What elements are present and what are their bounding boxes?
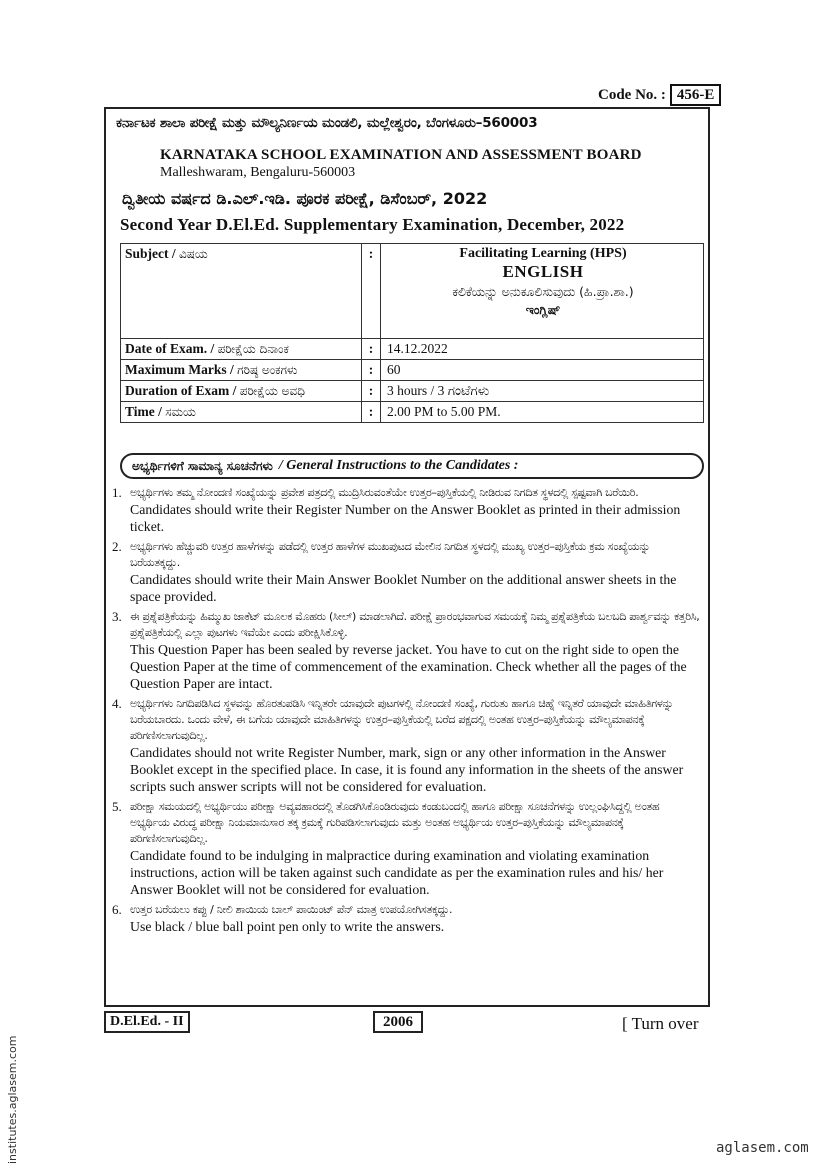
instructions-heading-english: / General Instructions to the Candidates : [278, 458, 519, 473]
marks-label: Maximum Marks / ಗರಿಷ್ಠ ಅಂಕಗಳು [121, 360, 362, 381]
instruction-item: 2. ಅಭ್ಯರ್ಥಿಗಳು ಹೆಚ್ಚುವರಿ ಉತ್ತರ ಹಾಳೆಗಳನ್ನು ಪಡೆದಲ್ಲಿ ಉತ್ತರ ಹಾಳೆಗಳ ಮುಖಪುಟದ ಮೇಲಿನ ನಿಗದಿತ ಸ್ಥಳದಲ್ಲಿ ಮುಖ್ಯ ಉತ್ತರ–ಪುಸ್ತಿಕೆಯ ಕ್ರಮ ಸಂಖ್ಯೆಯನ್ನು ಬರೆಯತಕ್ಕದ್ದು. Candidates should write their Main Answer Booklet Number on the additional answer sheets in the space provided. [112, 539, 702, 605]
subject-line-3: ಕಲಿಕೆಯನ್ನು ಅನುಕೂಲಿಸುವುದು (ಹಿ.ಪ್ರಾ.ಶಾ.) [452, 284, 634, 299]
side-watermark: institutes.aglasem.com [6, 1035, 19, 1164]
turn-over-note: [ Turn over [622, 1014, 699, 1033]
exam-title-english: Second Year D.El.Ed. Supplementary Examination, December, 2022 [120, 215, 625, 234]
duration-label: Duration of Exam / ಪರೀಕ್ಷೆಯ ಅವಧಿ [121, 381, 362, 402]
time-row: Time / ಸಮಯ : 2.00 PM to 5.00 PM. [121, 402, 704, 423]
subject-label: Subject / ವಿಷಯ [121, 244, 362, 339]
time-label: Time / ಸಮಯ [121, 402, 362, 423]
instruction-kannada: ಪರೀಕ್ಷಾ ಸಮಯದಲ್ಲಿ ಅಭ್ಯರ್ಥಿಯು ಪರೀಕ್ಷಾ ಅವ್ಯವಹಾರದಲ್ಲಿ ತೊಡಗಿಸಿಕೊಂಡಿರುವುದು ಕಂಡುಬಂದಲ್ಲಿ ಹಾಗೂ ಪರೀಕ್ಷಾ ಸೂಚನೆಗಳನ್ನು ಉಲ್ಲಂಘಿಸಿದ್ದಲ್ಲಿ ಅಂತಹ ಅಭ್ಯರ್ಥಿಯ ವಿರುದ್ಧ ಪರೀಕ್ಷಾ ನಿಯಮಾನುಸಾರ ತಕ್ಕ ಕ್ರಮಕ್ಕೆ ಗುರಿಪಡಿಸಲಾಗುವುದು ಮತ್ತು ಅಂತಹ ಅಭ್ಯರ್ಥಿಯ ಉತ್ತರ–ಪುಸ್ತಿಕೆಯನ್ನು ಮೌಲ್ಯಮಾಪನಕ್ಕೆ ಪರಿಗಣಿಸಲಾಗುವುದಿಲ್ಲ. [130, 800, 660, 845]
instruction-english: Candidate found to be indulging in malpractice during examination and violating examination instructions, action will be taken against such candidate as per the examination rules and his/ her Answer Booklet will not be considered for evaluation. [130, 848, 664, 897]
board-address: Malleshwaram, Bengaluru-560003 [160, 165, 356, 180]
instruction-item: 4. ಅಭ್ಯರ್ಥಿಗಳು ನಿಗದಿಪಡಿಸಿದ ಸ್ಥಳವನ್ನು ಹೊರತುಪಡಿಸಿ ಇನ್ನಿತರೇ ಯಾವುದೇ ಪುಟಗಳಲ್ಲಿ ನೋಂದಣಿ ಸಂಖ್ಯೆ, ಗುರುತು ಹಾಗೂ ಚಿಹ್ನೆ ಇನ್ನಿತರೆ ಯಾವುದೇ ಮಾಹಿತಿಗಳನ್ನು ಬರೆಯಬಾರದು. ಒಂದು ವೇಳೆ, ಈ ಬಗೆಯ ಯಾವುದೇ ಮಾಹಿತಿಗಳನ್ನು ಉತ್ತರ–ಪುಸ್ತಿಕೆಯಲ್ಲಿ ಬರೆದ ಪಕ್ಷದಲ್ಲಿ ಅಂತಹ ಉತ್ತರ–ಪುಸ್ತಿಕೆಯನ್ನು ಮೌಲ್ಯಮಾಪನಕ್ಕೆ ಪರಿಗಣಿಸಲಾಗುವುದಿಲ್ಲ. Candidates should not write Register Number, mark, sign or any other information in the Answer Booklet except in the specified place. In case, it is found any information in the sheets of the answer scripts such answer scripts will not be considered for evaluation. [112, 696, 702, 795]
bottom-watermark: aglasem.com [716, 1140, 809, 1156]
subject-line-4: ಇಂಗ್ಲಿಷ್ [525, 302, 561, 317]
date-value: 14.12.2022 [381, 339, 704, 360]
instruction-item: 5. ಪರೀಕ್ಷಾ ಸಮಯದಲ್ಲಿ ಅಭ್ಯರ್ಥಿಯು ಪರೀಕ್ಷಾ ಅವ್ಯವಹಾರದಲ್ಲಿ ತೊಡಗಿಸಿಕೊಂಡಿರುವುದು ಕಂಡುಬಂದಲ್ಲಿ ಹಾಗೂ ಪರೀಕ್ಷಾ ಸೂಚನೆಗಳನ್ನು ಉಲ್ಲಂಘಿಸಿದ್ದಲ್ಲಿ ಅಂತಹ ಅಭ್ಯರ್ಥಿಯ ವಿರುದ್ಧ ಪರೀಕ್ಷಾ ನಿಯಮಾನುಸಾರ ತಕ್ಕ ಕ್ರಮಕ್ಕೆ ಗುರಿಪಡಿಸಲಾಗುವುದು ಮತ್ತು ಅಂತಹ ಅಭ್ಯರ್ಥಿಯ ಉತ್ತರ–ಪುಸ್ತಿಕೆಯನ್ನು ಮೌಲ್ಯಮಾಪನಕ್ಕೆ ಪರಿಗಣಿಸಲಾಗುವುದಿಲ್ಲ. Candidate found to be indulging in malpractice during examination and violating examination instructions, action will be taken against such candidate as per the examination rules and his/ her Answer Booklet will not be considered for evaluation. [112, 799, 702, 898]
marks-row: Maximum Marks / ಗರಿಷ್ಠ ಅಂಕಗಳು : 60 [121, 360, 704, 381]
instruction-kannada: ಅಭ್ಯರ್ಥಿಗಳು ಹೆಚ್ಚುವರಿ ಉತ್ತರ ಹಾಳೆಗಳನ್ನು ಪಡೆದಲ್ಲಿ ಉತ್ತರ ಹಾಳೆಗಳ ಮುಖಪುಟದ ಮೇಲಿನ ನಿಗದಿತ ಸ್ಥಳದಲ್ಲಿ ಮುಖ್ಯ ಉತ್ತರ–ಪುಸ್ತಿಕೆಯ ಕ್ರಮ ಸಂಖ್ಯೆಯನ್ನು ಬರೆಯತಕ್ಕದ್ದು. [130, 540, 651, 569]
time-value: 2.00 PM to 5.00 PM. [381, 402, 704, 423]
subject-value [381, 244, 704, 339]
instructions-heading-kannada: ಅಭ್ಯರ್ಥಿಗಳಿಗೆ ಸಾಮಾನ್ಯ ಸೂಚನೆಗಳು [132, 458, 273, 473]
date-label: Date of Exam. / ಪರೀಕ್ಷೆಯ ದಿನಾಂಕ [121, 339, 362, 360]
duration-row: Duration of Exam / ಪರೀಕ್ಷೆಯ ಅವಧಿ : 3 hours / 3 ಗಂಟೆಗಳು [121, 381, 704, 402]
page-code: 2006 [373, 1011, 423, 1033]
instruction-english: Use black / blue ball point pen only to write the answers. [130, 919, 445, 934]
subject-row: Subject / ವಿಷಯ : Facilitating Learning (HPS) ENGLISH ಕಲಿಕೆಯನ್ನು ಅನುಕೂಲಿಸುವುದು (ಹಿ.ಪ್ರಾ.ಶಾ.) ಇಂಗ್ಲಿಷ್ [121, 244, 704, 339]
instruction-english: This Question Paper has been sealed by reverse jacket. You have to cut on the right side to open the Question Paper at the time of commencement of the examination. Check whether all the pages of the Question Paper are intact. [130, 642, 687, 691]
question-paper-cover [104, 107, 710, 1007]
exam-info-table [120, 243, 704, 423]
instruction-item: 3. ಈ ಪ್ರಶ್ನೆಪತ್ರಿಕೆಯನ್ನು ಹಿಮ್ಮುಖ ಜಾಕೆಟ್ ಮೂಲಕ ಮೊಹರು (ಸೀಲ್) ಮಾಡಲಾಗಿದೆ. ಪರೀಕ್ಷೆ ಪ್ರಾರಂಭವಾಗುವ ಸಮಯಕ್ಕೆ ನಿಮ್ಮ ಪ್ರಶ್ನೆಪತ್ರಿಕೆಯ ಬಲಬದಿ ಪಾರ್ಶ್ವವನ್ನು ಕತ್ತರಿಸಿ, ಪ್ರಶ್ನೆಪತ್ರಿಕೆಯಲ್ಲಿ ಎಲ್ಲಾ ಪುಟಗಳು ಇವೆಯೇ ಎಂದು ಪರೀಕ್ಷಿಸಿಕೊಳ್ಳಿ. This Question Paper has been sealed by reverse jacket. You have to cut on the right side to open the Question Paper at the time of commencement of the examination. Check whether all the pages of the Question Paper are intact. [112, 609, 702, 692]
instruction-item: 1. ಅಭ್ಯರ್ಥಿಗಳು ತಮ್ಮ ನೋಂದಣಿ ಸಂಖ್ಯೆಯನ್ನು ಪ್ರವೇಶ ಪತ್ರದಲ್ಲಿ ಮುದ್ರಿಸಿರುವಂತೆಯೇ ಉತ್ತರ–ಪುಸ್ತಿಕೆಯಲ್ಲಿ ನೀಡಿರುವ ನಿಗದಿತ ಸ್ಥಳದಲ್ಲಿ ಸ್ಪಷ್ಟವಾಗಿ ಬರೆಯಿರಿ. Candidates should write their Register Number on the Answer Booklet as printed in their admission ticket. [112, 485, 702, 535]
exam-title-kannada: ದ್ವಿತೀಯ ವರ್ಷದ ಡಿ.ಎಲ್.ಇಡಿ. ಪೂರಕ ಪರೀಕ್ಷೆ, ಡಿಸೆಂಬರ್, 2022 [122, 189, 488, 208]
code-number [598, 84, 721, 106]
board-name-english: KARNATAKA SCHOOL EXAMINATION AND ASSESSMENT BOARD [160, 147, 642, 163]
instruction-kannada: ಅಭ್ಯರ್ಥಿಗಳು ತಮ್ಮ ನೋಂದಣಿ ಸಂಖ್ಯೆಯನ್ನು ಪ್ರವೇಶ ಪತ್ರದಲ್ಲಿ ಮುದ್ರಿಸಿರುವಂತೆಯೇ ಉತ್ತರ–ಪುಸ್ತಿಕೆಯಲ್ಲಿ ನೀಡಿರುವ ನಿಗದಿತ ಸ್ಥಳದಲ್ಲಿ ಸ್ಪಷ್ಟವಾಗಿ ಬರೆಯಿರಿ. [130, 486, 639, 499]
instructions-list [112, 485, 702, 939]
instructions-heading [120, 453, 704, 479]
instruction-kannada: ಈ ಪ್ರಶ್ನೆಪತ್ರಿಕೆಯನ್ನು ಹಿಮ್ಮುಖ ಜಾಕೆಟ್ ಮೂಲಕ ಮೊಹರು (ಸೀಲ್) ಮಾಡಲಾಗಿದೆ. ಪರೀಕ್ಷೆ ಪ್ರಾರಂಭವಾಗುವ ಸಮಯಕ್ಕೆ ನಿಮ್ಮ ಪ್ರಶ್ನೆಪತ್ರಿಕೆಯ ಬಲಬದಿ ಪಾರ್ಶ್ವವನ್ನು ಕತ್ತರಿಸಿ, ಪ್ರಶ್ನೆಪತ್ರಿಕೆಯಲ್ಲಿ ಎಲ್ಲಾ ಪುಟಗಳು ಇವೆಯೇ ಎಂದು ಪರೀಕ್ಷಿಸಿಕೊಳ್ಳಿ. [130, 610, 700, 639]
date-row: Date of Exam. / ಪರೀಕ್ಷೆಯ ದಿನಾಂಕ : 14.12.2022 [121, 339, 704, 360]
duration-value: 3 hours / 3 ಗಂಟೆಗಳು [381, 381, 704, 402]
code-number-value: 456-E [670, 84, 722, 106]
code-number-label: Code No. : [598, 86, 666, 103]
instruction-kannada: ಉತ್ತರ ಬರೆಯಲು ಕಪ್ಪು / ನೀಲಿ ಶಾಯಿಯ ಬಾಲ್ ಪಾಯಿಂಟ್ ಪೆನ್ ಮಾತ್ರ ಉಪಯೋಗಿಸತಕ್ಕದ್ದು. [130, 903, 453, 916]
subject-line-2: ENGLISH [502, 262, 584, 281]
subject-line-1: Facilitating Learning (HPS) [459, 246, 627, 261]
instruction-english: Candidates should write their Register Number on the Answer Booklet as printed in their admission ticket. [130, 502, 681, 534]
course-code: D.El.Ed. - II [104, 1011, 190, 1033]
instruction-item: 6. ಉತ್ತರ ಬರೆಯಲು ಕಪ್ಪು / ನೀಲಿ ಶಾಯಿಯ ಬಾಲ್ ಪಾಯಿಂಟ್ ಪೆನ್ ಮಾತ್ರ ಉಪಯೋಗಿಸತಕ್ಕದ್ದು. Use black / blue ball point pen only to write the answers. [112, 902, 702, 935]
instruction-english: Candidates should not write Register Number, mark, sign or any other information in the Answer Booklet except in the specified place. In case, it is found any information in the sheets of the answer scripts such answer scripts will not be considered for evaluation. [130, 745, 684, 794]
marks-value: 60 [381, 360, 704, 381]
instruction-kannada: ಅಭ್ಯರ್ಥಿಗಳು ನಿಗದಿಪಡಿಸಿದ ಸ್ಥಳವನ್ನು ಹೊರತುಪಡಿಸಿ ಇನ್ನಿತರೇ ಯಾವುದೇ ಪುಟಗಳಲ್ಲಿ ನೋಂದಣಿ ಸಂಖ್ಯೆ, ಗುರುತು ಹಾಗೂ ಚಿಹ್ನೆ ಇನ್ನಿತರೆ ಯಾವುದೇ ಮಾಹಿತಿಗಳನ್ನು ಬರೆಯಬಾರದು. ಒಂದು ವೇಳೆ, ಈ ಬಗೆಯ ಯಾವುದೇ ಮಾಹಿತಿಗಳನ್ನು ಉತ್ತರ–ಪುಸ್ತಿಕೆಯಲ್ಲಿ ಬರೆದ ಪಕ್ಷದಲ್ಲಿ ಅಂತಹ ಉತ್ತರ–ಪುಸ್ತಿಕೆಯನ್ನು ಮೌಲ್ಯಮಾಪನಕ್ಕೆ ಪರಿಗಣಿಸಲಾಗುವುದಿಲ್ಲ. [130, 697, 674, 742]
instruction-english: Candidates should write their Main Answer Booklet Number on the additional answer sheets in the space provided. [130, 572, 677, 604]
board-name-kannada: ಕರ್ನಾಟಕ ಶಾಲಾ ಪರೀಕ್ಷೆ ಮತ್ತು ಮೌಲ್ಯನಿರ್ಣಯ ಮಂಡಲಿ, ಮಲ್ಲೇಶ್ವರಂ, ಬೆಂಗಳೂರು–560003 [116, 115, 538, 131]
